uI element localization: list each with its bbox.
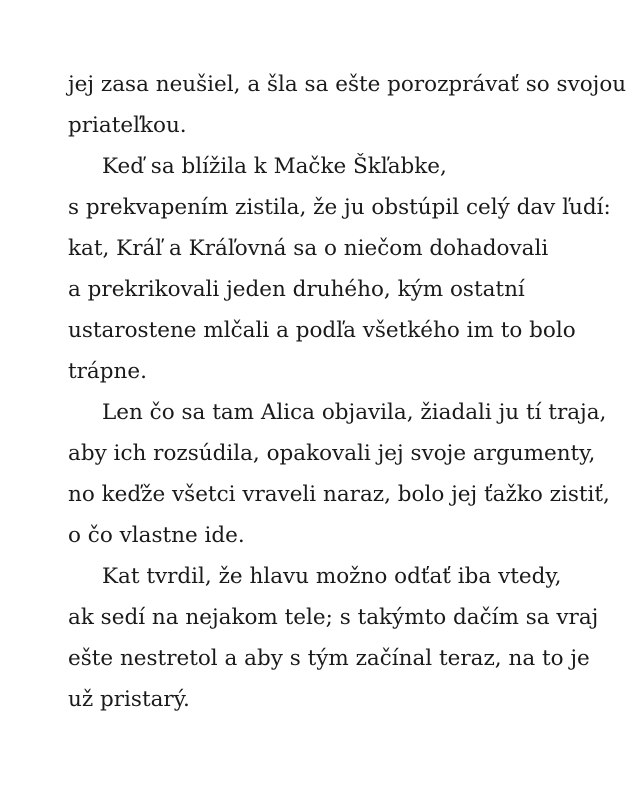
text-line: trápne. — [68, 359, 147, 384]
text-line: priateľkou. — [68, 113, 187, 138]
text-line: kat, Kráľ a Kráľovná sa o niečom dohadovali — [68, 236, 549, 261]
text-line: jej zasa neušiel, a šla sa ešte porozprávať so svojou — [68, 72, 627, 97]
text-line: s prekvapením zistila, že ju obstúpil celý dav ľudí: — [68, 195, 611, 220]
text-line: ak sedí na nejakom tele; s takýmto dačím sa vraj — [68, 605, 599, 630]
text-line: Kat tvrdil, že hlavu možno odťať iba vtedy, — [102, 564, 562, 589]
text-line: o čo vlastne ide. — [68, 523, 245, 548]
text-line: Keď sa blížila k Mačke Škľabke, — [102, 154, 447, 179]
text-line: aby ich rozsúdila, opakovali jej svoje argumenty, — [68, 441, 596, 466]
text-line: no keďže všetci vraveli naraz, bolo jej ťažko zistiť, — [68, 482, 610, 507]
text-line: ešte nestretol a aby s tým začínal teraz, na to je — [68, 646, 590, 671]
text-line: Len čo sa tam Alica objavila, žiadali ju tí traja, — [102, 400, 607, 425]
body-text — [68, 64, 627, 720]
text-line: a prekrikovali jeden druhého, kým ostatní — [68, 277, 525, 302]
text-line: ustarostene mlčali a podľa všetkého im to bolo — [68, 318, 576, 343]
text-line: už pristarý. — [68, 687, 190, 712]
